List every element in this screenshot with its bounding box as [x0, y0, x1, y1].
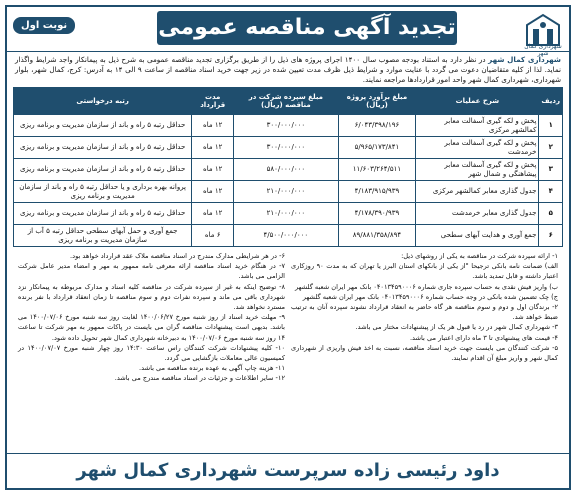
- projects-table: [13, 87, 563, 247]
- col-header-estimate: مبلغ برآورد پروژه (ریال): [338, 88, 416, 115]
- condition-item: ۶- در هر شرایطی مدارک مندرج در اسناد مناقصه ملاک عقد قرارداد خواهد بود.: [70, 252, 285, 260]
- condition-item: ۹- مهلت خرید اسناد از روز شنبه مورخ ۱۴۰۰/۰۶/۲۷ لغایت روز سه شنبه مورخ ۱۴۰۰/۰۷/۰۶ می باشد. بدیهی است پیشنهادات مناقصه گران می بایست در پاکات ممهور به مهر شرکت تا ساعت ۱۴ روز سه شنبه مورخ ۱۴۰۰/۰۷/۰۶ به دبیرخانه شهرداری کمال شهر تحویل داده شود.: [18, 313, 285, 342]
- row-grade: حداقل رتبه ۵ راه و باند از سازمان مدیریت و برنامه ریزی: [14, 137, 192, 159]
- condition-item: ۸- توضیح اینکه به غیر از سپرده شرکت در مناقصه کلیه اسناد و مدارک مربوطه به پیمانکار نزد شهرداری باقی می ماند و سپرده نفرات دوم و سوم مناقصه تا زمان انعقاد قرارداد با نفر برنده مسترد نخواهد شد.: [18, 282, 285, 312]
- row-deposit: ۳۰۰/۰۰۰/۰۰۰: [234, 137, 338, 159]
- row-number: ۱: [539, 115, 563, 137]
- row-number: ۶: [539, 225, 563, 247]
- row-work: پخش و لکه گیری آسفالت معابر خرمدشت: [416, 137, 539, 159]
- intro-lead: شهرداری کمال شهر: [488, 55, 561, 64]
- row-estimate: ۸۹/۸۸۱/۳۵۸/۸۹۴: [338, 225, 416, 247]
- condition-item: ۲- برندگان اول و دوم و سوم مناقصه هر گاه حاضر به انعقاد قرارداد نشوند سپرده آنان به ترتیب ضبط خواهد شد.: [291, 303, 558, 322]
- condition-item: ۱۲- سایر اطلاعات و جزئیات در اسناد مناقصه مندرج می باشد.: [114, 374, 285, 383]
- logo-caption: شهرداری کمال شهر: [524, 43, 562, 57]
- tender-notice: [5, 5, 571, 490]
- condition-item: ۵- شرکت کنندگان می بایست جهت خرید اسناد مناقصه، نسبت به اخذ فیش واریزی از شهرداری کمال شهر و واریز مبلغ آن اقدام نمایند.: [291, 343, 558, 363]
- row-work: جدول گذاری معابر خرمدشت: [416, 203, 539, 225]
- condition-item: ج) چک تضمین شده بانکی در وجه حساب شماره ۰۴۰۱۳۴۵۹۰۰۰۶ بانک مهر ایران شعبه گلشهر: [302, 292, 558, 301]
- conditions: [7, 247, 569, 460]
- row-number: ۵: [539, 203, 563, 225]
- row-grade: حداقل رتبه ۵ راه و باند از سازمان مدیریت و برنامه ریزی: [14, 203, 192, 225]
- table-row: [14, 181, 563, 203]
- row-grade: حداقل رتبه ۵ راه و باند از سازمان مدیریت و برنامه ریزی: [14, 115, 192, 137]
- row-estimate: ۶/۰۴۳/۳۹۸/۱۹۶: [338, 115, 416, 137]
- row-grade: جمع آوری و حمل آبهای سطحی حداقل رتبه ۵ آب از سازمان مدیریت و برنامه ریزی: [14, 225, 192, 247]
- condition-item: ۱- ارائه سپرده شرکت در مناقصه به یکی از روشهای ذیل:: [401, 252, 558, 260]
- condition-item: ۳- شهرداری کمال شهر در رد یا قبول هر یک از پیشنهادات مختار می باشد.: [355, 323, 558, 332]
- row-duration: ۶ ماه: [192, 225, 234, 247]
- row-work: پخش و لکه گیری آسفالت معابر پیشاهنگی و شمال شهر: [416, 159, 539, 181]
- row-deposit: ۳۰۰/۰۰۰/۰۰۰: [234, 115, 338, 137]
- table-row: [14, 137, 563, 159]
- condition-item: الف) ضمانت نامه بانکی ترجیحا "از یکی از بانکهای استان البرز یا تهران که به مدت ۹۰ روزکاری اعتبار داشته و قابل تمدید باشد.: [291, 262, 558, 281]
- table-header-row: [14, 88, 563, 115]
- row-work: جدول گذاری معابر کمالشهر مرکزی: [416, 181, 539, 203]
- row-duration: ۱۲ ماه: [192, 137, 234, 159]
- row-deposit: ۲۱۰/۰۰۰/۰۰۰: [234, 181, 338, 203]
- intro-text: در نظر دارد به استناد بودجه مصوب سال ۱۴۰۰ اجرای پروژه های ذیل را از طریق برگزاری تجدید مناقصه عمومی به شرح ذیل به پیمانکار واجد شرایط واگذار نماید. لذا از کلیه متقاضیان دعوت می گردد با عنایت موارد و شرایط ذیل ظرف مدت تعیین شده در زیر جهت خرید اسناد مناقصه از ساعت ۹ الی ۱۴ به آدرس: کرج، کمال شهر، بلوار شهرداری، شهرداری کمال شهر واحد امور قراردادها مراجعه نمایند.: [15, 55, 561, 84]
- notice-header: [7, 7, 569, 57]
- condition-item: ب) واریز فیش نقدی به حساب سپرده جاری شماره ۰۴۰۱۳۴۵۹۰۰۰۶ بانک مهر ایران شعبه گلشهر: [294, 282, 558, 291]
- row-number: ۲: [539, 137, 563, 159]
- row-duration: ۱۲ ماه: [192, 159, 234, 181]
- condition-item: ۷- در هنگام خرید اسناد مناقصه ارائه معرفی نامه ممهور به مهر و امضاء مدیر عامل شرکت الزامی می باشد.: [18, 262, 285, 281]
- signature-footer: داود رئیسی زاده سرپرست شهرداری کمال شهر: [7, 453, 569, 488]
- intro-paragraph: [7, 52, 569, 87]
- row-duration: ۱۲ ماه: [192, 181, 234, 203]
- col-header-deposit: مبلغ سپرده شرکت در مناقصه (ریال): [234, 88, 338, 115]
- col-header-grade: رتبه درخواستی: [14, 88, 192, 115]
- row-grade: حداقل رتبه ۵ راه و باند از سازمان مدیریت و برنامه ریزی: [14, 159, 192, 181]
- condition-item: ۱۱- هزینه چاپ آگهی به عهده برنده مناقصه می باشد.: [139, 364, 285, 373]
- row-number: ۴: [539, 181, 563, 203]
- row-duration: ۱۲ ماه: [192, 115, 234, 137]
- row-work: جمع آوری و هدایت آبهای سطحی: [416, 225, 539, 247]
- table-row: [14, 115, 563, 137]
- row-grade: پروانه بهره برداری و یا حداقل رتبه ۵ راه و باند از سازمان مدیریت و برنامه ریزی: [14, 181, 192, 203]
- conditions-right-column: [288, 251, 561, 456]
- row-number: ۳: [539, 159, 563, 181]
- condition-item: ۱۰- کلیه پیشنهادات شرکت کنندگان راس ساعت ۱۴:۳۰ روز چهار شنبه مورخ ۱۴۰۰/۰۷/۰۷ در کمیسیون عالی معاملات بازگشایی می گردد.: [18, 343, 286, 363]
- row-deposit: ۵۸۰/۰۰۰/۰۰۰: [234, 159, 338, 181]
- col-header-row-number: ردیف: [539, 88, 563, 115]
- row-estimate: ۴/۱۷۸/۳۹۰/۹۳۹: [338, 203, 416, 225]
- row-work: پخش و لکه گیری آسفالت معابر کمالشهر مرکزی: [416, 115, 539, 137]
- round-badge: نوبت اول: [13, 17, 75, 34]
- row-deposit: ۲۱۰/۰۰۰/۰۰۰: [234, 203, 338, 225]
- row-duration: ۱۲ ماه: [192, 203, 234, 225]
- table-row: [14, 225, 563, 247]
- row-deposit: ۴/۵۰۰/۰۰۰/۰۰۰: [234, 225, 338, 247]
- notice-title: تجدید آگهی مناقصه عمومی: [157, 11, 457, 45]
- table-row: [14, 203, 563, 225]
- table-row: [14, 159, 563, 181]
- row-estimate: ۱۱/۶۰۳/۲۶۴/۵۱۱: [338, 159, 416, 181]
- row-estimate: ۵/۹۶۵/۱۷۳/۸۴۱: [338, 137, 416, 159]
- col-header-work: شرح عملیات: [416, 88, 539, 115]
- row-estimate: ۴/۱۸۳/۹۱۵/۹۳۹: [338, 181, 416, 203]
- conditions-left-column: [15, 251, 288, 456]
- col-header-duration: مدت قرارداد: [192, 88, 234, 115]
- condition-item: ۴- قیمت های پیشنهادی تا ۳ ماه دارای اعتبار می باشد.: [409, 333, 558, 342]
